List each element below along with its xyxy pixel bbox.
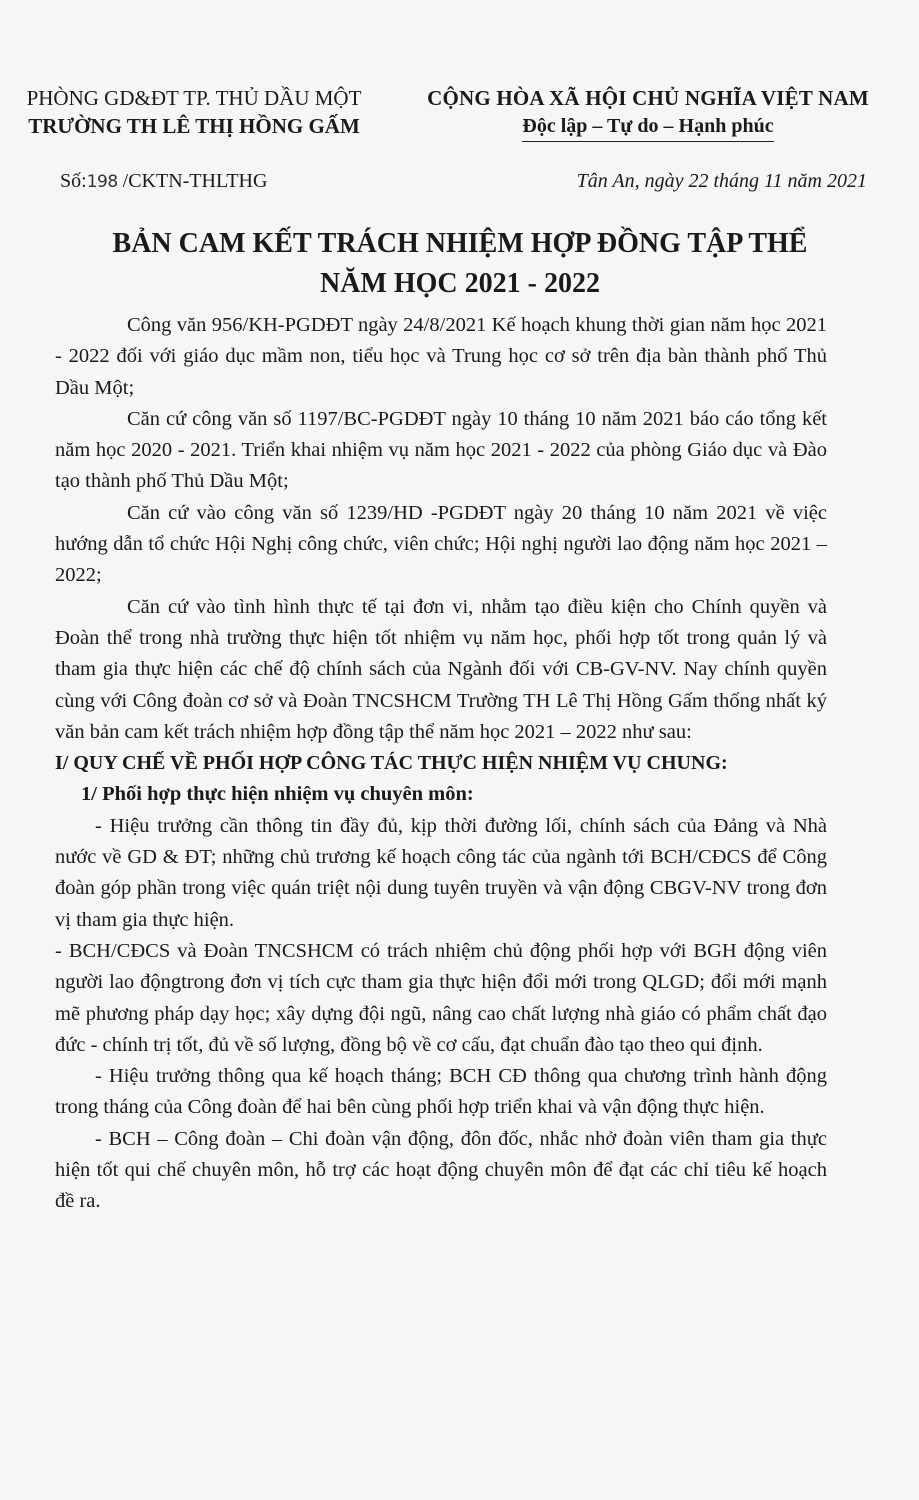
national-title: CỘNG HÒA XÃ HỘI CHỦ NGHĨA VIỆT NAM bbox=[427, 86, 869, 110]
preamble-paragraph-2: Căn cứ công văn số 1197/BC-PGDĐT ngày 10 tháng 10 năm 2021 báo cáo tổng kết năm học 2020 - 2021. Triển khai nhiệm vụ năm học 2021 - 2022 của phòng Giáo dục và Đào tạo thành phố Thủ Dầu Một; bbox=[55, 407, 827, 493]
document-title bbox=[40, 224, 880, 304]
section-heading: I/ QUY CHẾ VỀ PHỐI HỢP CÔNG TÁC THỰC HIỆN NHIỆM VỤ CHUNG: bbox=[55, 752, 728, 775]
bullet-paragraph-3: - Hiệu trưởng thông qua kế hoạch tháng; BCH CĐ thông qua chương trình hành động trong tháng của Công đoàn để hai bên cùng phối hợp triển khai và vận động thực hiện. bbox=[55, 1065, 827, 1119]
bullet-paragraph-2: - BCH/CĐCS và Đoàn TNCSHCM có trách nhiệm chủ động phối hợp với BGH động viên người lao độngtrong đơn vị tích cực tham gia thực hiện đổi mới trong QLGD; đổi mới mạnh mẽ phương pháp dạy học; xây dựng đội ngũ, nâng cao chất lượng nhà giáo có phẩm chất đạo đức - chính trị tốt, đủ về số lượng, đồng bộ về cơ cấu, đạt chuẩn đào tạo theo qui định. bbox=[55, 939, 827, 1056]
subsection-heading: 1/ Phối hợp thực hiện nhiệm vụ chuyên môn: bbox=[81, 783, 474, 806]
bullet-paragraph-4: - BCH – Công đoàn – Chi đoàn vận động, đôn đốc, nhắc nhở đoàn viên tham gia thực hiện tốt qui chế chuyên môn, hỗ trợ các hoạt động chuyên môn để đạt các chỉ tiêu kế hoạch đề ra. bbox=[55, 1127, 827, 1213]
school-name: TRƯỜNG TH LÊ THỊ HỒNG GẤM bbox=[28, 114, 360, 138]
department-name: PHÒNG GD&ĐT TP. THỦ DẦU MỘT bbox=[26, 86, 362, 110]
issuing-agency bbox=[8, 84, 380, 140]
handwritten-number: 198 bbox=[86, 172, 118, 192]
preamble-paragraph-1: Công văn 956/KH-PGDĐT ngày 24/8/2021 Kế hoạch khung thời gian năm học 2021 - 2022 đối với giáo dục mầm non, tiểu học và Trung học cơ sở trên địa bàn thành phố Thủ Dầu Một; bbox=[55, 314, 827, 399]
document-body bbox=[55, 310, 827, 1218]
document-number bbox=[60, 170, 267, 193]
preamble-paragraph-3: Căn cứ vào công văn số 1239/HD -PGDĐT ngày 20 tháng 10 năm 2021 về việc hướng dẫn tổ chức Hội Nghị công chức, viên chức; Hội nghị người lao động năm học 2021 – 2022; bbox=[55, 501, 827, 587]
document-number-suffix: /CKTN-THLTHG bbox=[117, 170, 268, 192]
preamble-paragraph-4: Căn cứ vào tình hình thực tế tại đơn vi, nhằm tạo điều kiện cho Chính quyền và Đoàn thể trong nhà trường thực hiện tốt nhiệm vụ năm học, phối hợp tốt trong quản lý và tham gia thực hiện các chế độ chính sách của Ngành đối với CB-GV-NV. Nay chính quyền cùng với Công đoàn cơ sở và Đoàn TNCSHCM Trường TH Lê Thị Hồng Gấm thống nhất ký văn bản cam kết trách nhiệm hợp đồng tập thể năm học 2021 – 2022 như sau: bbox=[55, 595, 827, 743]
place-and-date: Tân An, ngày 22 tháng 11 năm 2021 bbox=[576, 170, 867, 192]
title-line-1: BẢN CAM KẾT TRÁCH NHIỆM HỢP ĐỒNG TẬP THỂ bbox=[112, 228, 808, 259]
national-header bbox=[380, 84, 916, 142]
document-number-prefix: Số: bbox=[60, 170, 87, 192]
title-line-2: NĂM HỌC 2021 - 2022 bbox=[320, 268, 600, 299]
bullet-paragraph-1: - Hiệu trưởng cần thông tin đầy đủ, kịp thời đường lối, chính sách của Đảng và Nhà nước về GD & ĐT; những chủ trương kế hoạch công tác của ngành tới BCH/CĐCS để Công đoàn góp phần trong việc quán triệt nội dung tuyên truyền và vận động CBGV-NV trong đơn vị tham gia thực hiện. bbox=[55, 814, 827, 931]
national-motto: Độc lập – Tự do – Hạnh phúc bbox=[522, 112, 773, 142]
